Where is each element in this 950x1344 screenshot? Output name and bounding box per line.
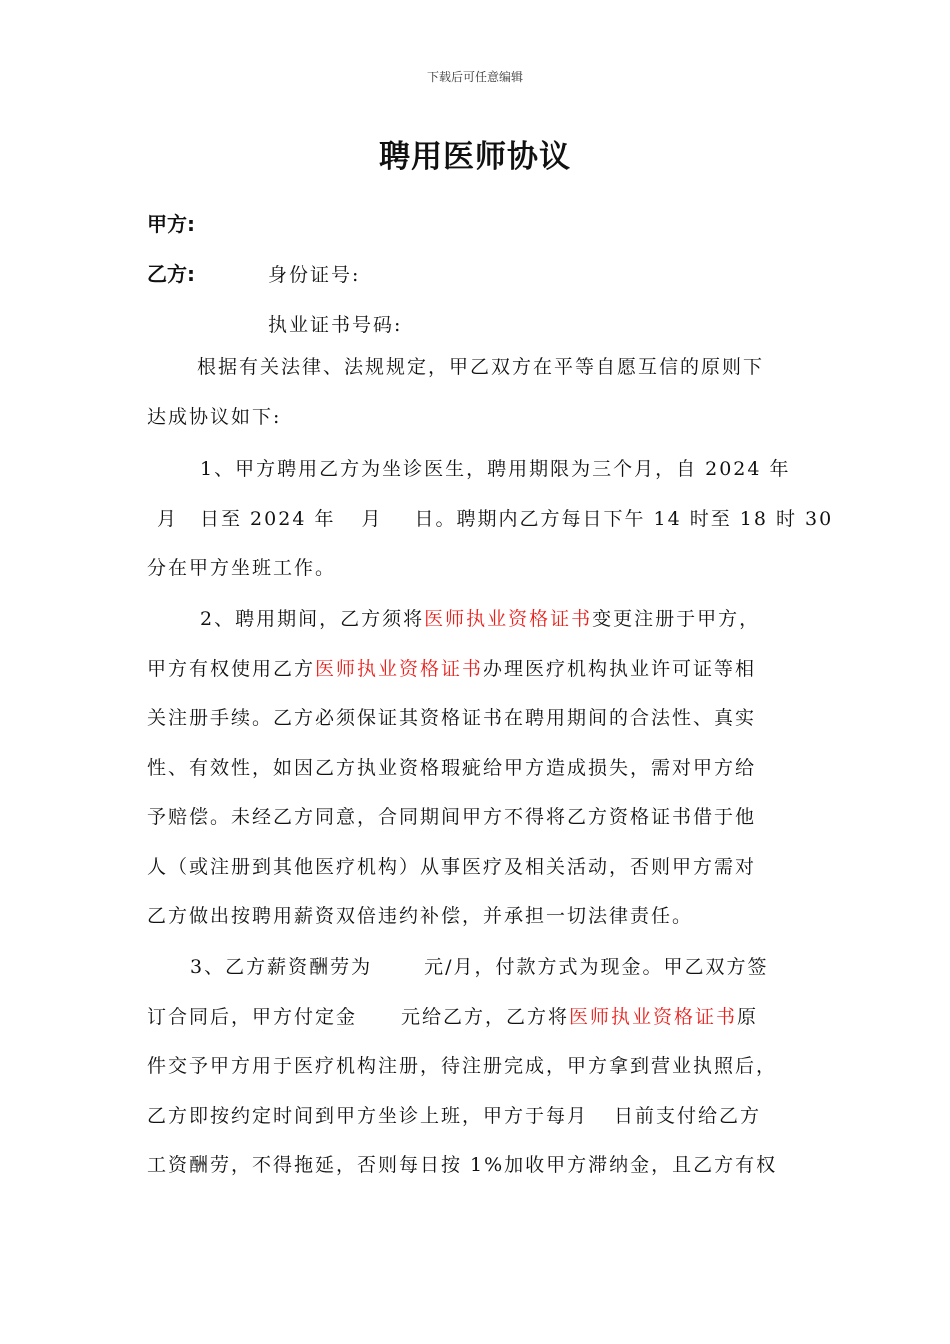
clause-1-line-3: 分在甲方坐班工作。: [147, 557, 337, 579]
clause-3-deposit-label: 订合同后，甲方付定金: [147, 1005, 358, 1028]
intro-line-1: 根据有关法律、法规规定，甲乙双方在平等自愿互信的原则下: [197, 356, 765, 378]
clause-3-line-4-text-b: 日前支付给乙方: [614, 1104, 762, 1127]
certificate-highlight: 医师执业资格证书: [315, 657, 484, 680]
clause-1-line-2: [147, 495, 834, 545]
clause-3-payment-method: 元/月，付款方式为现金。甲乙双方签: [424, 956, 769, 978]
intro-paragraph: [147, 343, 817, 442]
clause-2-line-2-text-b: 办理医疗机构执业许可证等相: [483, 657, 757, 680]
clause-1-line-1: 1、甲方聘用乙方为坐诊医生，聘用期限为三个月，自 2024 年: [200, 458, 791, 480]
clause-3-line-4-text-a: 乙方即按约定时间到甲方坐诊上班，甲方于每月: [147, 1104, 589, 1127]
clause-2-line-1-text-a: 2、聘用期间，乙方须将: [200, 608, 425, 630]
clause-2-line-3: 关注册手续。乙方必须保证其资格证书在聘用期间的合法性、真实: [147, 707, 757, 729]
clause-2-line-5: 予赔偿。未经乙方同意，合同期间甲方不得将乙方资格证书借于他: [147, 806, 757, 828]
clause-3-line-2-text-c: 原: [737, 1005, 759, 1028]
clause-3-salary-label: 3、乙方薪资酬劳为: [190, 956, 373, 978]
party-b-label: 乙方:: [147, 262, 195, 286]
clause-3-line-3: 件交予甲方用于医疗机构注册，待注册完成，甲方拿到营业执照后，: [147, 1055, 778, 1077]
clause-1-start-month: 月: [157, 507, 179, 530]
page-title: 聘用医师协议: [379, 139, 571, 175]
clause-1: [147, 445, 834, 594]
party-a-label: 甲方:: [147, 212, 195, 236]
clause-2-line-7: 乙方做出按聘用薪资双倍违约补偿，并承担一切法律责任。: [147, 905, 694, 927]
certificate-highlight: 医师执业资格证书: [569, 1005, 738, 1028]
license-number-label: 执业证书号码:: [268, 314, 403, 336]
clause-1-hours: 日。聘期内乙方每日下午 14 时至 18 时 30: [414, 507, 834, 530]
id-number-label: 身份证号:: [268, 264, 361, 286]
clause-3-line-2: [147, 993, 817, 1043]
intro-line-2: 达成协议如下:: [147, 405, 282, 428]
clause-1-end-date: 日至 2024 年: [200, 507, 336, 530]
clause-3-line-4: [147, 1092, 817, 1142]
header-note: 下载后可任意编辑: [426, 70, 523, 84]
clause-2-line-4: 性、有效性，如因乙方执业资格瑕疵给甲方造成损失，需对甲方给: [147, 756, 757, 779]
clause-3-line-1: [147, 943, 817, 993]
clause-1-end-month: 月: [361, 507, 383, 530]
clause-2: [147, 595, 817, 942]
clause-2-line-1: [147, 595, 817, 645]
clause-3-line-2-text-b: 元给乙方，乙方将: [401, 1005, 570, 1028]
certificate-highlight: 医师执业资格证书: [424, 608, 593, 630]
clause-2-line-2: [147, 645, 817, 695]
clause-2-line-2-text-a: 甲方有权使用乙方: [147, 657, 316, 680]
clause-3: [147, 943, 817, 1191]
clause-3-line-5: 工资酬劳，不得拖延，否则每日按 1%加收甲方滞纳金，且乙方有权: [147, 1154, 778, 1176]
clause-2-line-6: 人（或注册到其他医疗机构）从事医疗及相关活动，否则甲方需对: [147, 855, 757, 878]
clause-2-line-1-text-b: 变更注册于甲方，: [592, 608, 761, 630]
